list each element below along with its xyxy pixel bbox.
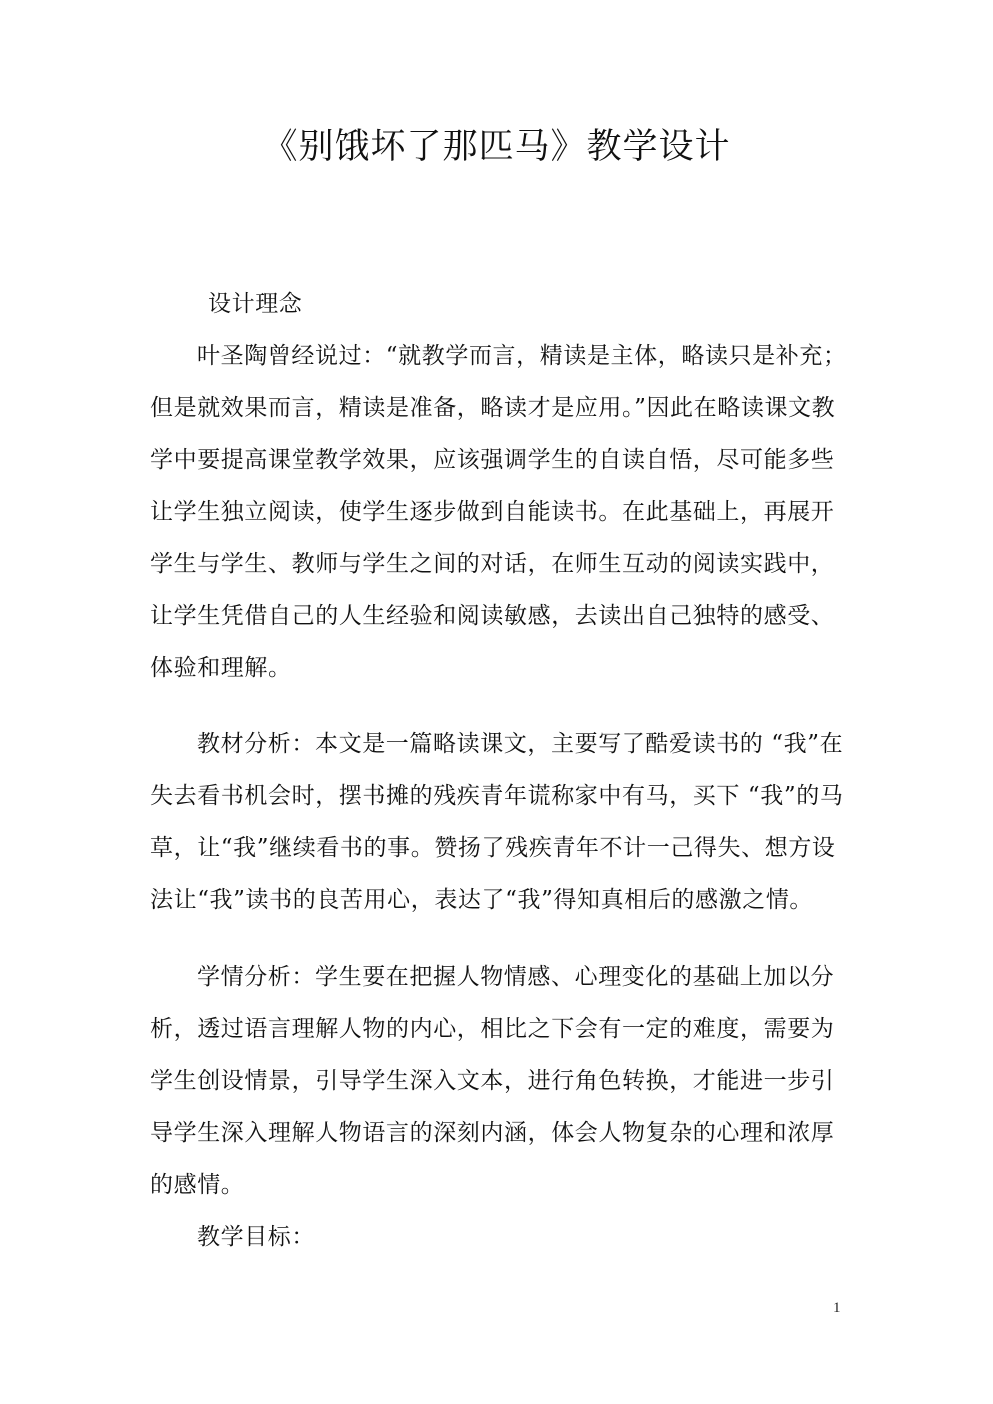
section-heading-design-concept: 设计理念 xyxy=(208,291,303,317)
page-number: 1 xyxy=(833,1300,841,1316)
document-title: 《别饿坏了那匹马》教学设计 xyxy=(262,127,731,167)
paragraph-line: 让学生独立阅读，使学生逐步做到自能读书。在此基础上，再展开 xyxy=(150,499,835,525)
paragraph-line: 学生创设情景，引导学生深入文本，进行角色转换，才能进一步引 xyxy=(150,1068,835,1094)
paragraph-line: 法让“我”读书的良苦用心，表达了“我”得知真相后的感激之情。 xyxy=(150,887,814,913)
paragraph-line: 学生与学生、教师与学生之间的对话，在师生互动的阅读实践中， xyxy=(150,551,835,577)
paragraph-line: 学中要提高课堂教学效果，应该强调学生的自读自悟，尽可能多些 xyxy=(150,447,835,473)
paragraph-line: 失去看书机会时，摆书摊的残疾青年谎称家中有马，买下 “我”的马 xyxy=(150,783,844,809)
paragraph-line: 导学生深入理解人物语言的深刻内涵，体会人物复杂的心理和浓厚 xyxy=(150,1120,835,1146)
paragraph-line: 析，透过语言理解人物的内心，相比之下会有一定的难度，需要为 xyxy=(150,1016,835,1042)
paragraph-line: 体验和理解。 xyxy=(150,655,292,681)
paragraph-line: 教材分析：本文是一篇略读课文，主要写了酷爱读书的 “我”在 xyxy=(197,731,844,757)
paragraph-line: 让学生凭借自己的人生经验和阅读敏感，去读出自己独特的感受、 xyxy=(150,603,835,629)
paragraph-line: 但是就效果而言，精读是准备，略读才是应用。”因此在略读课文教 xyxy=(150,395,836,421)
paragraph-line: 草，让“我”继续看书的事。赞扬了残疾青年不计一己得失、想方设 xyxy=(150,835,836,861)
paragraph-line: 叶圣陶曾经说过：“就教学而言，精读是主体，略读只是补充； xyxy=(197,343,847,369)
paragraph-line: 的感情。 xyxy=(150,1172,245,1198)
section-heading-teaching-goals: 教学目标： xyxy=(197,1224,315,1250)
paragraph-line: 学情分析：学生要在把握人物情感、心理变化的基础上加以分 xyxy=(197,964,835,990)
